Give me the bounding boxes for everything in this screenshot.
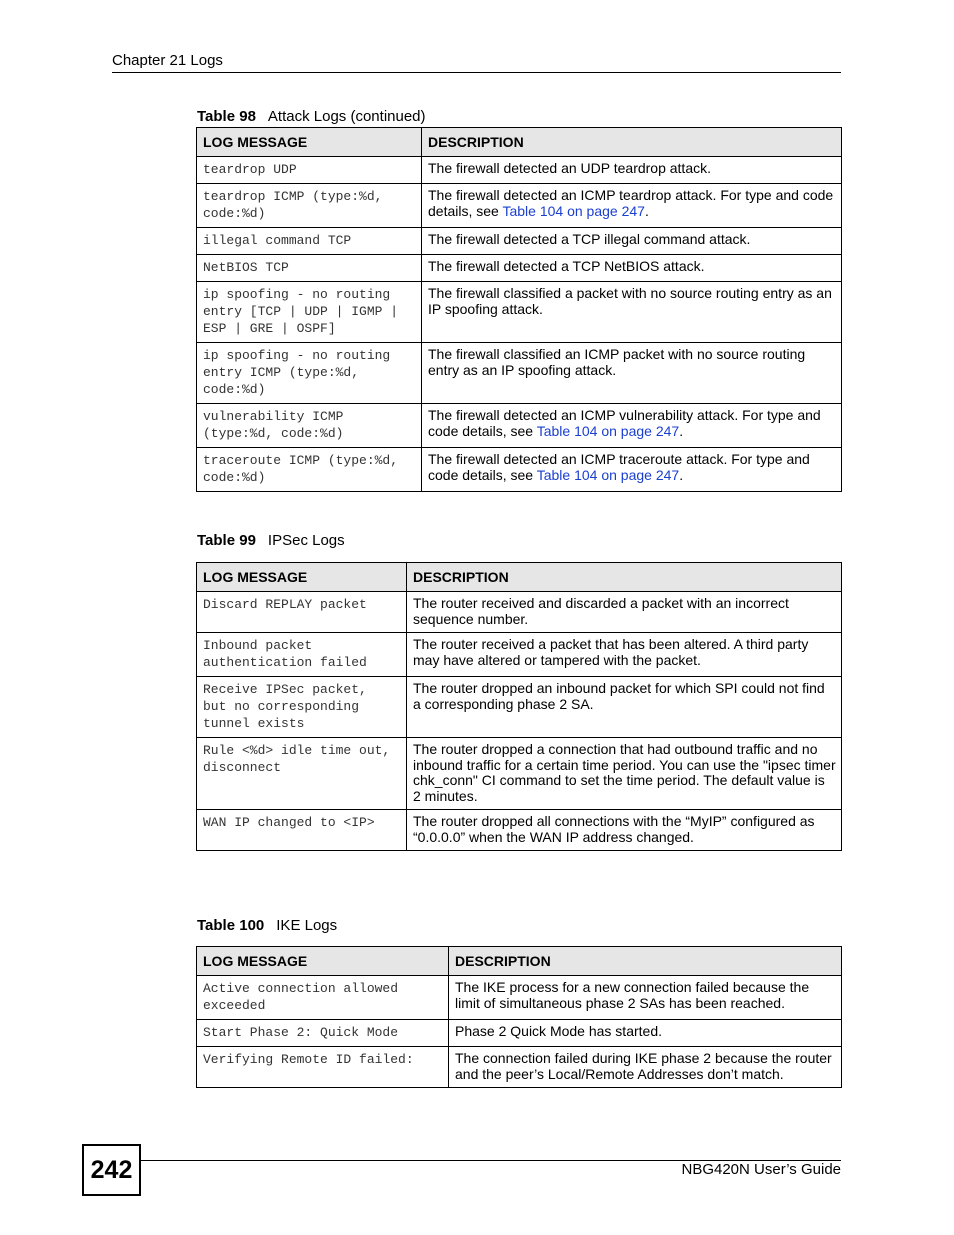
log-message-line: code:%d) (203, 206, 266, 221)
log-message-cell (197, 976, 449, 1020)
description-text: The firewall detected an UDP teardrop attack. (428, 160, 712, 176)
table-100 (196, 946, 842, 1088)
log-message-line: Receive IPSec packet, (203, 682, 367, 697)
description-cell (422, 157, 842, 184)
column-header-description: DESCRIPTION (422, 128, 842, 157)
log-message-cell (197, 157, 422, 184)
column-header-log-message: LOG MESSAGE (197, 947, 449, 976)
log-message-line: ip spoofing - no routing (203, 348, 391, 363)
log-message-line: exceeded (203, 998, 266, 1013)
log-message-line: authentication failed (203, 655, 367, 670)
description-text: The router dropped a connection that had outbound traffic and no inbound traffic for a certain time period. You can use the "ipsec timer chk_conn" CI command to set the time period. The default value is 2 minutes. (413, 741, 836, 804)
log-message-line: WAN IP changed to <IP> (203, 815, 375, 830)
page-number: 242 (82, 1144, 141, 1196)
log-message-line: NetBIOS TCP (203, 260, 289, 275)
table-row (197, 157, 842, 184)
log-message-line: Inbound packet (203, 638, 313, 653)
description-cell (407, 738, 842, 810)
log-message-line: tunnel exists (203, 716, 305, 731)
table-row (197, 404, 842, 448)
table-row (197, 228, 842, 255)
log-message-cell (197, 282, 422, 343)
log-message-cell (197, 738, 407, 810)
log-message-cell (197, 810, 407, 851)
log-message-line: code:%d) (203, 382, 266, 397)
table-row (197, 592, 842, 633)
column-header-description: DESCRIPTION (407, 563, 842, 592)
column-header-log-message: LOG MESSAGE (197, 563, 407, 592)
description-text: The router received a packet that has been altered. A third party may have altered or tampered with the packet. (413, 636, 809, 668)
log-message-cell (197, 343, 422, 404)
description-cell (422, 343, 842, 404)
log-message-line: vulnerability ICMP (203, 409, 344, 424)
table-header-row (197, 563, 842, 592)
table-row (197, 738, 842, 810)
description-cell (407, 810, 842, 851)
description-text: The firewall classified an ICMP packet with no source routing entry as an IP spoofing attack. (428, 346, 806, 378)
log-message-cell (197, 404, 422, 448)
description-cell (449, 1047, 842, 1088)
table-98-label: Table 98 (197, 108, 256, 125)
description-cell (422, 282, 842, 343)
table-98 (196, 127, 842, 492)
table-row (197, 282, 842, 343)
table-99-title: IPSec Logs (267, 532, 345, 549)
description-text: Phase 2 Quick Mode has started. (455, 1023, 662, 1039)
table-row (197, 810, 842, 851)
description-cell (407, 592, 842, 633)
description-cell (407, 677, 842, 738)
log-message-line: teardrop UDP (203, 162, 297, 177)
column-header-log-message: LOG MESSAGE (197, 128, 422, 157)
description-text: The firewall detected an ICMP teardrop attack. For type and code details, see (428, 187, 834, 219)
table-row (197, 677, 842, 738)
description-text: The router received and discarded a packet with an incorrect sequence number. (413, 595, 789, 627)
description-cell (422, 184, 842, 228)
log-message-cell (197, 592, 407, 633)
log-message-cell (197, 228, 422, 255)
log-message-line: ip spoofing - no routing (203, 287, 391, 302)
table-99-caption (197, 532, 345, 549)
description-text: The firewall detected a TCP illegal command attack. (428, 231, 751, 247)
log-message-cell (197, 677, 407, 738)
log-message-cell (197, 1047, 449, 1088)
description-text: The connection failed during IKE phase 2 because the router and the peer’s Local/Remote Addresses don’t match. (455, 1050, 832, 1082)
log-message-line: Active connection allowed (203, 981, 399, 996)
table-row (197, 255, 842, 282)
table-row (197, 976, 842, 1020)
description-cell (407, 633, 842, 677)
description-suffix: . (679, 422, 684, 439)
description-cell (449, 976, 842, 1020)
description-text: The firewall detected an ICMP vulnerability attack. For type and code details, see (428, 407, 821, 439)
log-message-line: disconnect (203, 760, 282, 775)
table-header-row (197, 128, 842, 157)
log-message-line: code:%d) (203, 470, 266, 485)
description-text: The firewall detected a TCP NetBIOS attack. (428, 258, 705, 274)
table-row (197, 633, 842, 677)
description-text: The firewall detected an ICMP traceroute attack. For type and code details, see (428, 451, 810, 483)
description-suffix: . (644, 202, 649, 219)
table-100-caption (197, 917, 337, 934)
log-message-line: traceroute ICMP (type:%d, (203, 453, 399, 468)
table-99-label: Table 99 (197, 532, 256, 549)
description-cell (449, 1020, 842, 1047)
log-message-cell (197, 1020, 449, 1047)
column-header-description: DESCRIPTION (449, 947, 842, 976)
table-99 (196, 562, 842, 851)
table-header-row (197, 947, 842, 976)
log-message-cell (197, 184, 422, 228)
log-message-line: but no corresponding (203, 699, 360, 714)
table-98-title: Attack Logs (continued) (267, 108, 426, 125)
table-100-label: Table 100 (197, 917, 265, 934)
log-message-line: Verifying Remote ID failed: (203, 1052, 414, 1067)
cross-reference-link[interactable]: Table 104 on page 247 (536, 422, 680, 439)
table-row (197, 1020, 842, 1047)
log-message-cell (197, 633, 407, 677)
table-100-title: IKE Logs (276, 917, 338, 934)
table-98-caption (197, 108, 426, 125)
description-cell (422, 404, 842, 448)
description-text: The firewall classified a packet with no source routing entry as an IP spoofing attack. (428, 285, 832, 317)
log-message-line: (type:%d, code:%d) (203, 426, 344, 441)
description-cell (422, 228, 842, 255)
log-message-line: Discard REPLAY packet (203, 597, 367, 612)
log-message-line: Start Phase 2: Quick Mode (203, 1025, 399, 1040)
log-message-line: entry ICMP (type:%d, (203, 365, 360, 380)
header-rule (112, 72, 841, 73)
log-message-line: illegal command TCP (203, 233, 352, 248)
cross-reference-link[interactable]: Table 104 on page 247 (502, 202, 645, 219)
log-message-line: teardrop ICMP (type:%d, (203, 189, 383, 204)
description-suffix: . (679, 466, 684, 483)
description-cell (422, 448, 842, 492)
description-text: The IKE process for a new connection failed because the limit of simultaneous phase 2 SAs has been reached. (455, 979, 810, 1011)
log-message-cell (197, 448, 422, 492)
table-row (197, 343, 842, 404)
log-message-line: ESP | GRE | OSPF] (203, 321, 336, 336)
table-row (197, 1047, 842, 1088)
cross-reference-link[interactable]: Table 104 on page 247 (536, 466, 680, 483)
log-message-line: entry [TCP | UDP | IGMP | (203, 304, 399, 319)
description-cell (422, 255, 842, 282)
description-text: The router dropped all connections with the “MyIP” configured as “0.0.0.0” when the WAN IP address changed. (413, 813, 815, 845)
table-row (197, 448, 842, 492)
table-row (197, 184, 842, 228)
log-message-cell (197, 255, 422, 282)
description-text: The router dropped an inbound packet for which SPI could not find a corresponding phase 2 SA. (413, 680, 825, 712)
chapter-header: Chapter 21 Logs (112, 52, 223, 69)
log-message-line: Rule <%d> idle time out, (203, 743, 391, 758)
guide-title: NBG420N User’s Guide (681, 1161, 841, 1178)
